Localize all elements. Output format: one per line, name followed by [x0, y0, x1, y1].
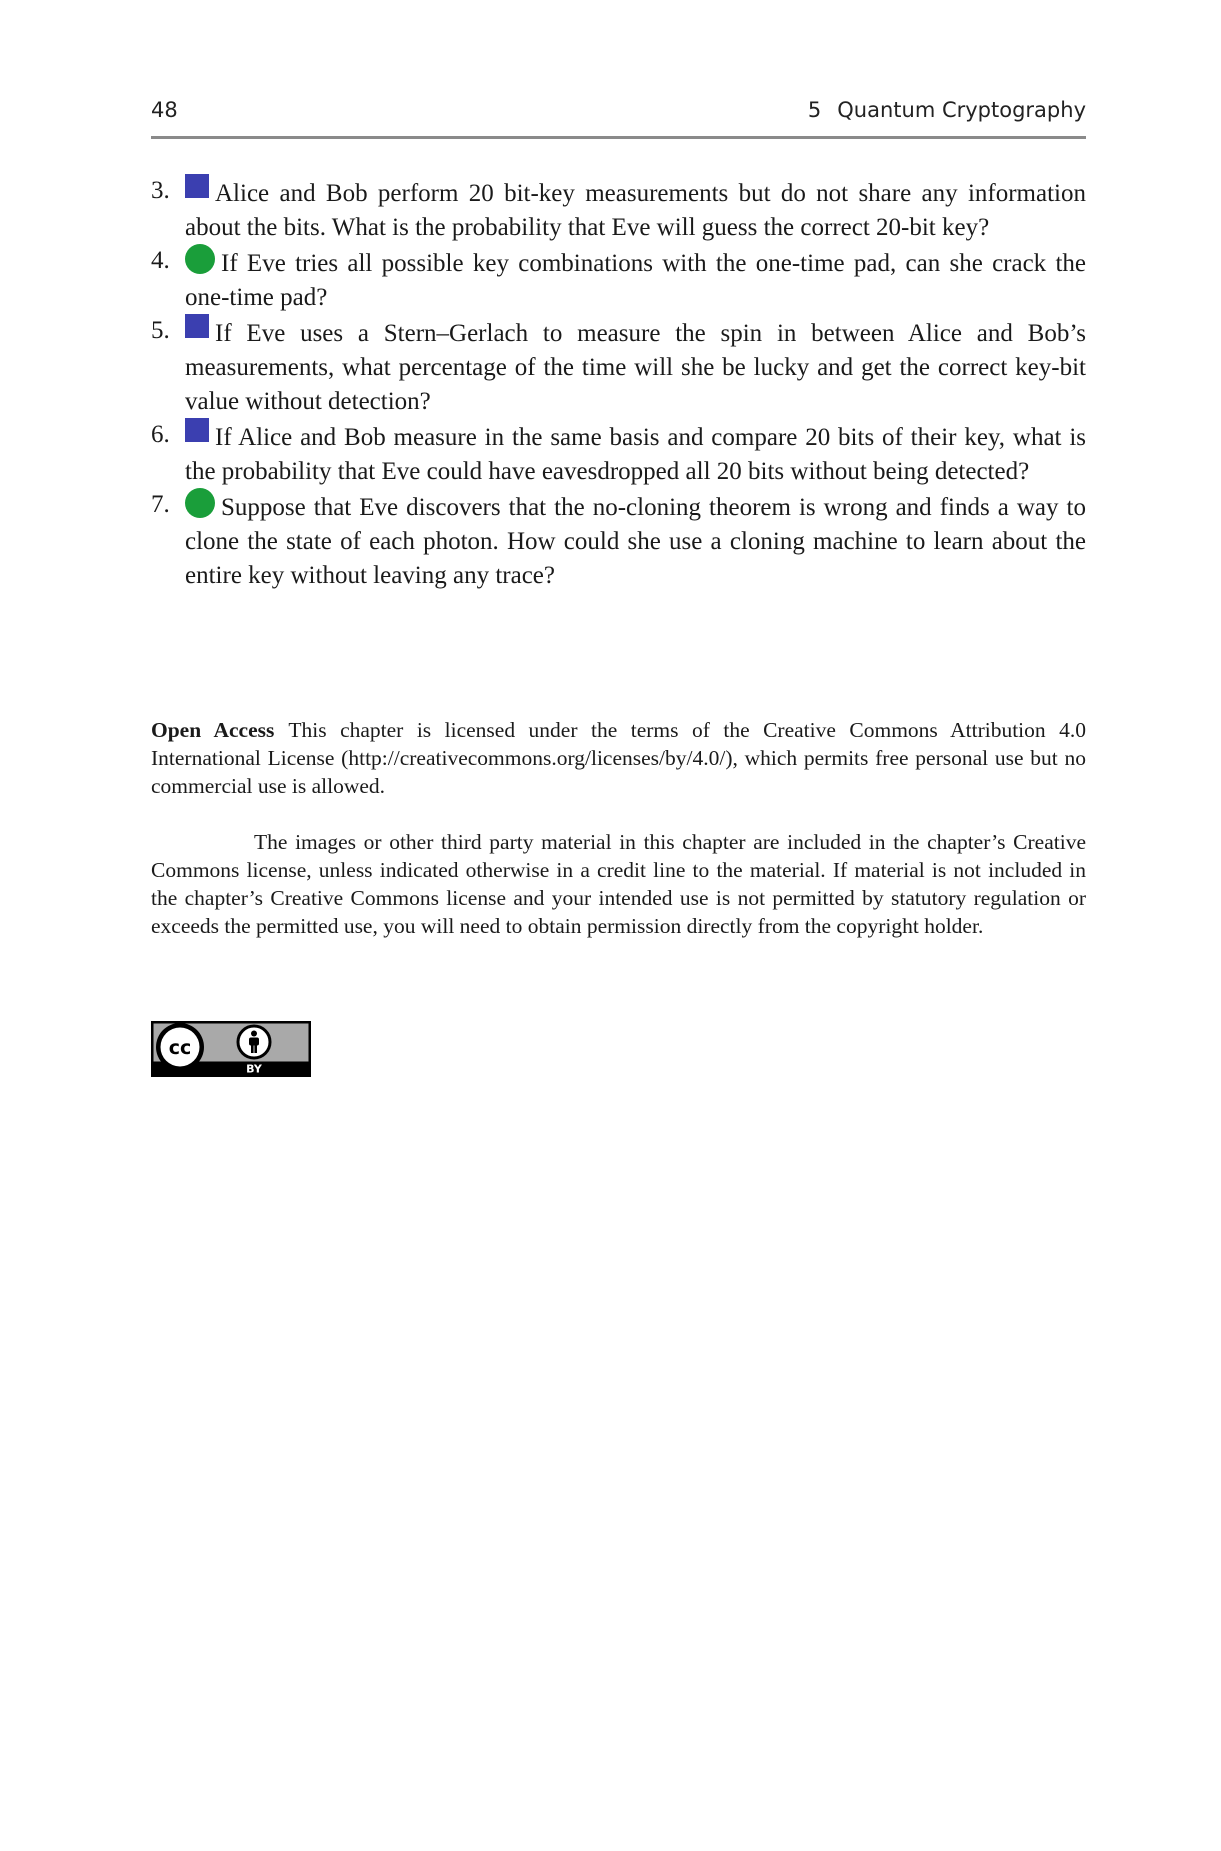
chapter-number: 5	[807, 98, 822, 122]
exercise-number: 6.	[151, 421, 170, 449]
exercise-text: If Eve tries all possible key combinations with the one-time pad, can she crack the one-time pad?	[185, 250, 1086, 311]
exercise-text: Suppose that Eve discovers that the no-cloning theorem is wrong and finds a way to clone the state of each photon. How could she use a cloning machine to learn about the entire key without leaving any trace?	[185, 494, 1086, 589]
license-notice	[151, 716, 1086, 940]
exercise-number: 4.	[151, 247, 170, 275]
page-number: 48	[151, 98, 178, 122]
exercise-list	[151, 174, 1086, 592]
exercise-item	[151, 174, 1086, 244]
chapter-title: Quantum Cryptography	[837, 98, 1086, 122]
exercise-text: If Eve uses a Stern–Gerlach to measure the spin in between Alice and Bob’s measurements, what percentage of the time will she be lucky and get the correct key-bit value without detection?	[185, 320, 1086, 415]
running-header	[151, 98, 1086, 124]
license-text-1: This chapter is licensed under the terms of the Creative Commons Attribution 4.0 International License (http://creativecommons.org/licenses/by/4.0/), which permits free personal use but no commercial use is allowed.	[151, 718, 1086, 798]
exercise-number: 5.	[151, 317, 170, 345]
by-text: BY	[246, 1062, 262, 1076]
exercise-text: Alice and Bob perform 20 bit-key measurements but do not share any information about the bits. What is the probability that Eve will guess the correct 20-bit key?	[185, 180, 1086, 241]
running-head	[808, 98, 1086, 122]
license-paragraph-1	[151, 716, 1086, 800]
exercise-item	[151, 314, 1086, 418]
green-circle-icon	[185, 488, 215, 518]
blue-square-icon	[185, 174, 209, 198]
blue-square-icon	[185, 418, 209, 442]
cc-text: cc	[168, 1037, 192, 1059]
exercise-number: 3.	[151, 177, 170, 204]
exercise-number: 7.	[151, 491, 170, 519]
header-rule	[151, 136, 1086, 139]
exercise-item	[151, 244, 1086, 314]
cc-icon	[156, 1023, 204, 1071]
license-paragraph-2: The images or other third party material in this chapter are included in the chapter’s Creative Commons license, unless indicated otherwise in a credit line to the material. If material is not included in the chapter’s Creative Commons license and your intended use is not permitted by statutory regulation or exceeds the permitted use, you will need to obtain permission directly from the copyright holder.	[151, 830, 1086, 938]
exercise-item	[151, 418, 1086, 488]
exercise-item	[151, 488, 1086, 592]
exercise-text: If Alice and Bob measure in the same basis and compare 20 bits of their key, what is the probability that Eve could have eavesdropped all 20 bits without being detected?	[185, 424, 1086, 485]
green-circle-icon	[185, 244, 215, 274]
cc-by-license-badge	[151, 1021, 311, 1077]
blue-square-icon	[185, 314, 209, 338]
open-access-label: Open Access	[151, 718, 275, 742]
attribution-person-icon	[238, 1026, 270, 1058]
